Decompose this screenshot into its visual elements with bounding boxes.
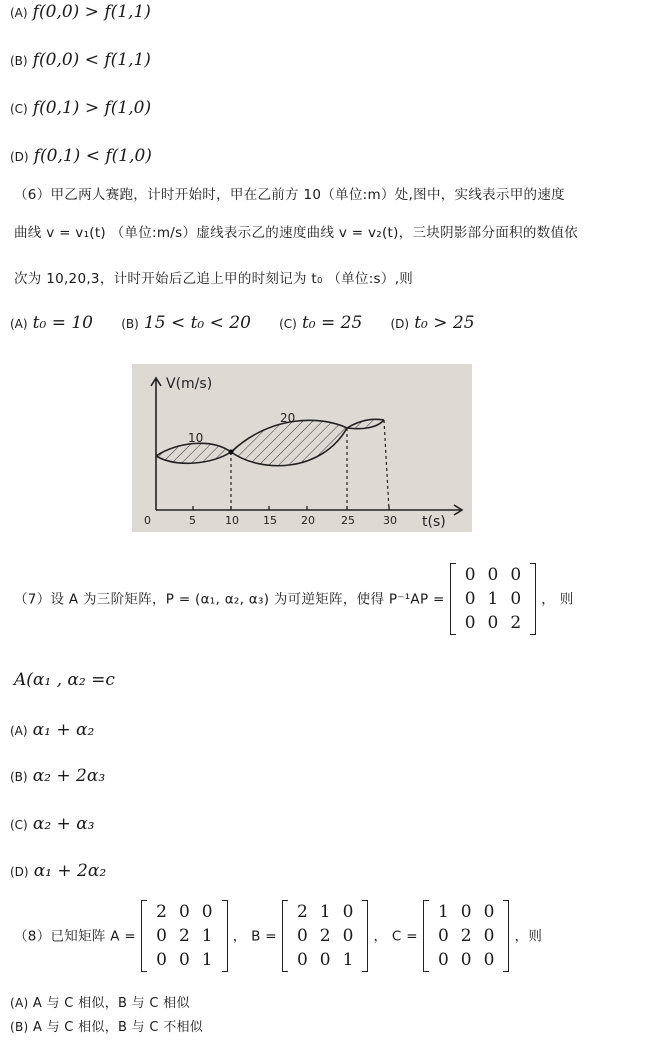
q5-option-d xyxy=(10,146,152,166)
q7-option-c xyxy=(10,814,95,834)
q8-suffix: ，则 xyxy=(514,928,543,945)
option-tag: (D) xyxy=(10,150,29,164)
tick-label-20: 20 xyxy=(301,514,315,527)
shaded-area-2 xyxy=(231,420,347,465)
tick-label-5: 5 xyxy=(189,514,196,527)
q6-text-line-3: 次为 10,20,3，计时开始后乙追上甲的时刻记为 t₀ （单位:s）,则 xyxy=(14,271,414,287)
q7-line-2: A(α₁ , α₂ =c xyxy=(14,670,115,690)
option-tag: (A) xyxy=(10,996,29,1010)
q7-option-d xyxy=(10,861,106,881)
option-tag: (C) xyxy=(10,102,28,116)
q8-option-b xyxy=(10,1016,203,1035)
q8-option-a xyxy=(10,992,190,1011)
q5-option-b xyxy=(10,50,151,70)
option-tag: (B) xyxy=(10,770,28,784)
option-expr: α₂ + 2α₃ xyxy=(32,766,106,786)
q7-suffix: ， 则 xyxy=(541,591,574,608)
option-tag: (B) xyxy=(121,317,139,331)
option-tag: (A) xyxy=(10,6,28,20)
tick-label-25: 25 xyxy=(341,514,355,527)
option-text: A 与 C 相似，B 与 C 相似 xyxy=(32,996,190,1011)
intersection-dot xyxy=(229,450,234,455)
q6-options xyxy=(10,313,475,333)
velocity-graph-photo xyxy=(132,364,472,532)
option-expr: f(0,1) < f(1,0) xyxy=(33,146,152,166)
q8-statement xyxy=(14,900,542,972)
option-tag: (C) xyxy=(10,818,28,832)
option-expr: 15 < t₀ < 20 xyxy=(143,313,251,333)
option-expr: f(0,0) < f(1,1) xyxy=(32,50,151,70)
q5-option-c xyxy=(10,98,151,118)
option-expr: α₁ + α₂ xyxy=(32,720,95,740)
q6-text-line-1: （6）甲乙两人赛跑，计时开始时，甲在乙前方 10（单位:m）处,图中，实线表示甲的速度 xyxy=(14,187,565,203)
q8-c-label: ， C = xyxy=(373,928,418,945)
area-label-20: 20 xyxy=(280,411,296,425)
dashed-vertical-30 xyxy=(384,420,389,510)
tick-label-15: 15 xyxy=(263,514,277,527)
option-tag: (A) xyxy=(10,317,28,331)
q7-prefix: （7）设 A 为三阶矩阵，P = (α₁, α₂, α₃) 为可逆矩阵，使得 P⁻¹AP = xyxy=(14,591,445,608)
tick-label-0: 0 xyxy=(144,514,151,527)
y-axis-label: V(m/s) xyxy=(166,376,213,392)
option-expr: α₁ + 2α₂ xyxy=(33,861,107,881)
q7-matrix: 0 0 0 0 1 0 0 0 2 xyxy=(450,563,536,635)
option-tag: (B) xyxy=(10,1020,29,1034)
q6-text-line-2: 曲线 v = v₁(t) （单位:m/s）虚线表示乙的速度曲线 v = v₂(t)，三块阴影部分面积的数值依 xyxy=(14,225,579,241)
option-tag: (D) xyxy=(10,865,29,879)
velocity-graph-svg xyxy=(132,364,472,532)
option-expr: t₀ = 25 xyxy=(301,313,363,333)
option-expr: α₂ + α₃ xyxy=(32,814,95,834)
option-expr: t₀ = 10 xyxy=(32,313,94,333)
tick-label-30: 30 xyxy=(383,514,397,527)
option-tag: (C) xyxy=(279,317,297,331)
q8-b-label: ， B = xyxy=(232,928,277,945)
option-expr: f(0,0) > f(1,1) xyxy=(32,2,151,22)
option-expr: t₀ > 25 xyxy=(414,313,475,333)
option-tag: (A) xyxy=(10,724,28,738)
q8-matrix-c: 1 0 0 0 2 0 0 0 0 xyxy=(423,900,509,972)
q7-option-b xyxy=(10,766,105,786)
q7-statement xyxy=(14,563,574,635)
x-axis-label: t(s) xyxy=(422,514,446,530)
option-tag: (B) xyxy=(10,54,28,68)
q8-matrix-b: 2 1 0 0 2 0 0 0 1 xyxy=(282,900,368,972)
tick-label-10: 10 xyxy=(225,514,239,527)
option-expr: f(0,1) > f(1,0) xyxy=(32,98,152,118)
q8-prefix: （8）已知矩阵 A = xyxy=(14,928,137,945)
q8-matrix-a: 2 0 0 0 2 1 0 0 1 xyxy=(141,900,227,972)
q7-option-a xyxy=(10,720,94,740)
area-label-10: 10 xyxy=(188,431,204,445)
q5-option-a xyxy=(10,2,151,22)
option-tag: (D) xyxy=(390,317,410,331)
option-text: A 与 C 相似，B 与 C 不相似 xyxy=(32,1020,204,1035)
